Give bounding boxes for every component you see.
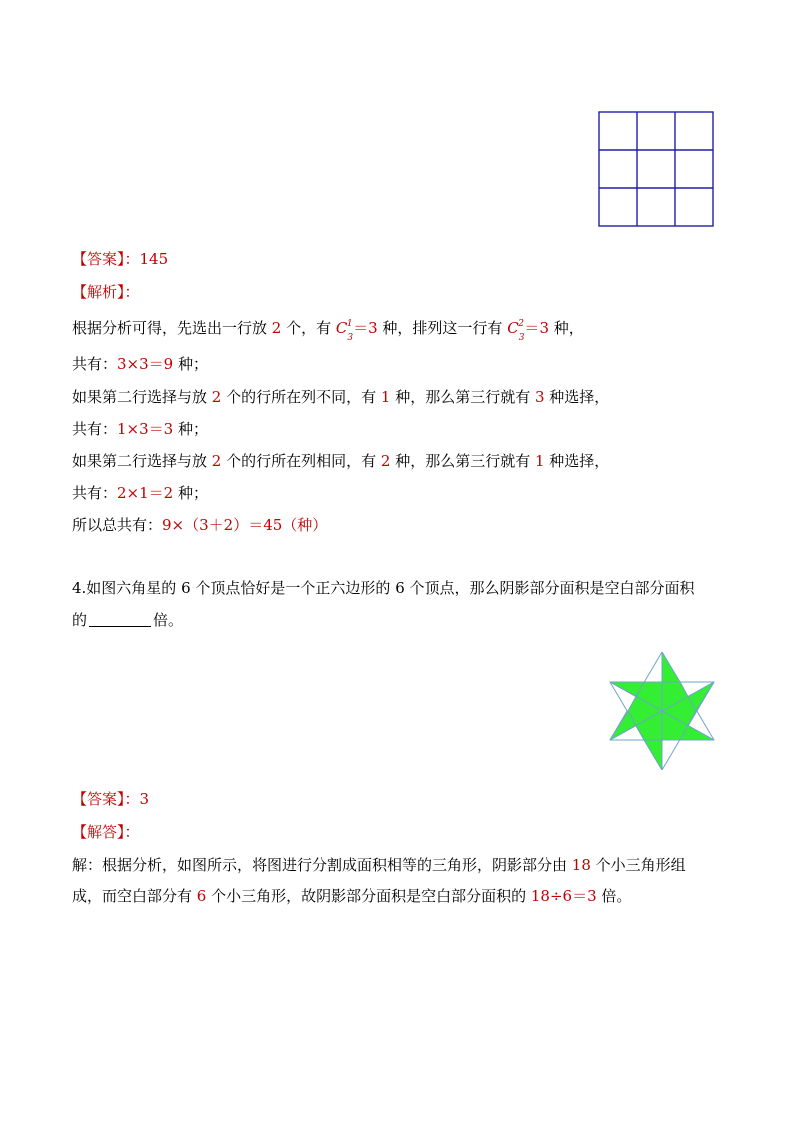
text: 共有： xyxy=(72,355,118,373)
answer-value-2: ：3 xyxy=(124,790,150,808)
text: 所以总共有： xyxy=(72,516,163,534)
equals: ＝ xyxy=(524,319,540,337)
answer-line-2 xyxy=(72,789,149,809)
three-by-three-grid-figure xyxy=(598,111,716,229)
number: 2 xyxy=(211,388,222,406)
solution-colon: ： xyxy=(124,823,140,841)
number: 3 xyxy=(368,319,378,337)
text: 种选择， xyxy=(544,452,610,470)
answer-label-2: 【答案】 xyxy=(72,790,125,808)
text: 个小三角形，故阴影部分面积是空白部分面积的 xyxy=(206,887,531,905)
combination-c-3-1 xyxy=(336,318,353,345)
text: 共有： xyxy=(72,484,118,502)
analysis-heading xyxy=(72,282,140,302)
number: 1 xyxy=(380,388,391,406)
analysis-line-3 xyxy=(72,387,609,407)
expression: 1×3＝3 xyxy=(117,420,174,438)
solution-heading xyxy=(72,822,140,842)
text: 4.如图六角星的 xyxy=(72,579,182,597)
text: 个顶点恰好是一个正六边形的 xyxy=(190,579,396,597)
equals: ＝ xyxy=(353,319,369,337)
answer-label-1: 【答案】 xyxy=(72,250,125,268)
comb-sup: 2 xyxy=(518,319,524,329)
text: 倍。 xyxy=(596,887,632,905)
answer-blank[interactable] xyxy=(89,612,151,627)
text: 种， xyxy=(548,319,584,337)
text: 个小三角形组 xyxy=(590,856,686,874)
text: 的 xyxy=(72,611,88,629)
analysis-colon: ： xyxy=(124,283,140,301)
number: 1 xyxy=(534,452,545,470)
number: 2 xyxy=(211,452,222,470)
number: 6 xyxy=(196,887,207,905)
number: 3 xyxy=(539,319,549,337)
comb-letter: C xyxy=(335,319,348,337)
solution-line-1 xyxy=(72,855,686,875)
question-4-line-2 xyxy=(72,610,183,630)
analysis-line-6 xyxy=(72,483,208,503)
number: 2 xyxy=(271,319,282,337)
text: 种，排列这一行有 xyxy=(377,319,508,337)
comb-letter: C xyxy=(507,319,519,337)
number: 6 xyxy=(395,579,405,597)
number: 18 xyxy=(571,856,591,874)
text: 成，而空白部分有 xyxy=(72,887,197,905)
analysis-line-1 xyxy=(72,318,584,345)
text: 个，有 xyxy=(281,319,336,337)
expression: 18÷6＝3 xyxy=(530,887,597,905)
number: 2 xyxy=(380,452,391,470)
answer-line-1 xyxy=(72,249,168,269)
expression: 3×3＝9 xyxy=(117,355,174,373)
question-4-line-1 xyxy=(72,578,695,598)
analysis-line-4 xyxy=(72,419,208,439)
text: 种； xyxy=(173,355,208,373)
analysis-label: 【解析】 xyxy=(72,283,125,301)
text: 如果第二行选择与放 xyxy=(72,388,212,406)
solution-label: 【解答】 xyxy=(72,823,125,841)
text: 根据分析可得，先选出一行放 xyxy=(72,319,272,337)
comb-sup: 1 xyxy=(346,319,353,329)
comb-sub: 3 xyxy=(347,333,354,343)
expression: 9×（3＋2）＝45（种） xyxy=(162,516,328,534)
six-pointed-star-figure xyxy=(606,652,718,770)
text: 如果第二行选择与放 xyxy=(72,452,212,470)
answer-value-1: ：145 xyxy=(124,250,169,268)
comb-sub: 3 xyxy=(518,333,525,343)
text: 解：根据分析，如图所示，将图进行分割成面积相等的三角形，阴影部分由 xyxy=(72,856,572,874)
text: 个的行所在列相同，有 xyxy=(221,452,381,470)
text: 共有： xyxy=(72,420,118,438)
text: 种； xyxy=(173,484,208,502)
text: 种； xyxy=(173,420,208,438)
number: 6 xyxy=(181,579,191,597)
text: 种，那么第三行就有 xyxy=(390,452,535,470)
analysis-line-5 xyxy=(72,451,609,471)
expression: 2×1＝2 xyxy=(117,484,174,502)
analysis-line-2 xyxy=(72,354,208,374)
text: 种，那么第三行就有 xyxy=(390,388,535,406)
text: 个的行所在列不同，有 xyxy=(221,388,381,406)
text: 个顶点，那么阴影部分面积是空白部分面积 xyxy=(404,579,695,597)
number: 3 xyxy=(534,388,545,406)
analysis-line-7 xyxy=(72,515,327,535)
combination-c-3-2 xyxy=(507,318,524,345)
text: 种选择， xyxy=(544,388,610,406)
solution-line-2 xyxy=(72,886,631,906)
text: 倍。 xyxy=(153,611,184,629)
